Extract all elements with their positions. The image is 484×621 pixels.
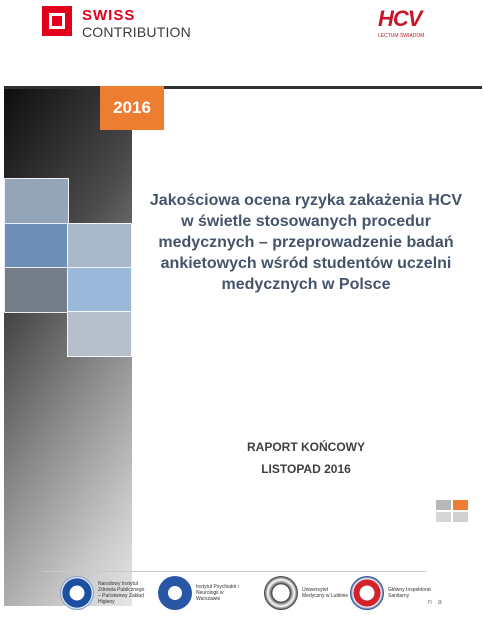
partner-name: Instytut Psychiatrii i Neurologii w Warszawie bbox=[196, 584, 239, 602]
decorative-square bbox=[453, 500, 468, 510]
partner-name: Narodowy Instytut Zdrowia Publicznego – Państwowy Zakład Higieny bbox=[98, 581, 145, 605]
decorative-squares bbox=[436, 500, 472, 524]
nizp-pzh-seal-icon bbox=[60, 576, 94, 610]
decorative-tile bbox=[67, 311, 132, 357]
decorative-square bbox=[453, 512, 468, 522]
gis-emblem-icon bbox=[350, 576, 384, 610]
decorative-tile bbox=[4, 267, 69, 313]
swiss-flag-icon bbox=[42, 6, 72, 36]
report-date: LISTOPAD 2016 bbox=[261, 462, 351, 476]
decorative-tile bbox=[67, 267, 132, 313]
hcv-logo-text: HCV bbox=[378, 6, 422, 31]
footer-divider bbox=[42, 571, 426, 572]
decorative-square bbox=[436, 512, 451, 522]
report-type-label: RAPORT KOŃCOWY bbox=[247, 440, 365, 454]
decorative-tile bbox=[67, 223, 132, 269]
um-lublin-seal-icon bbox=[264, 576, 298, 610]
decorative-square bbox=[436, 500, 451, 510]
swiss-contribution-logo bbox=[42, 6, 242, 44]
ipin-emblem-icon bbox=[158, 576, 192, 610]
hcv-logo bbox=[374, 6, 434, 40]
swiss-logo-line1: SWISS bbox=[82, 7, 136, 24]
partner-logo-gis bbox=[350, 576, 436, 610]
decorative-tile bbox=[4, 178, 69, 224]
partner-logo-nizp-pzh bbox=[60, 576, 146, 610]
partner-name: Główny Inspektorat Sanitarny bbox=[388, 587, 431, 599]
partner-logo-ipin bbox=[158, 576, 244, 610]
footer-trailing-text: n a bbox=[428, 599, 444, 606]
report-title: Jakościowa ocena ryzyka zakażenia HCV w świetle stosowanych procedur medycznych – przeprowadzenie badań ankietowych wśród studentów uczelni medycznych w Polsce bbox=[149, 192, 463, 293]
hcv-logo-tagline: LECTUM ŚWIADOM bbox=[378, 33, 425, 39]
partner-name: Uniwersytet Medyczny w Lublinie bbox=[302, 587, 349, 599]
gradient-side-panel bbox=[4, 89, 132, 606]
swiss-logo-line2: CONTRIBUTION bbox=[82, 24, 191, 40]
year-badge: 2016 bbox=[100, 86, 164, 130]
decorative-tile bbox=[4, 223, 69, 269]
cover-area bbox=[4, 86, 482, 606]
partner-logo-um-lublin bbox=[264, 576, 350, 610]
